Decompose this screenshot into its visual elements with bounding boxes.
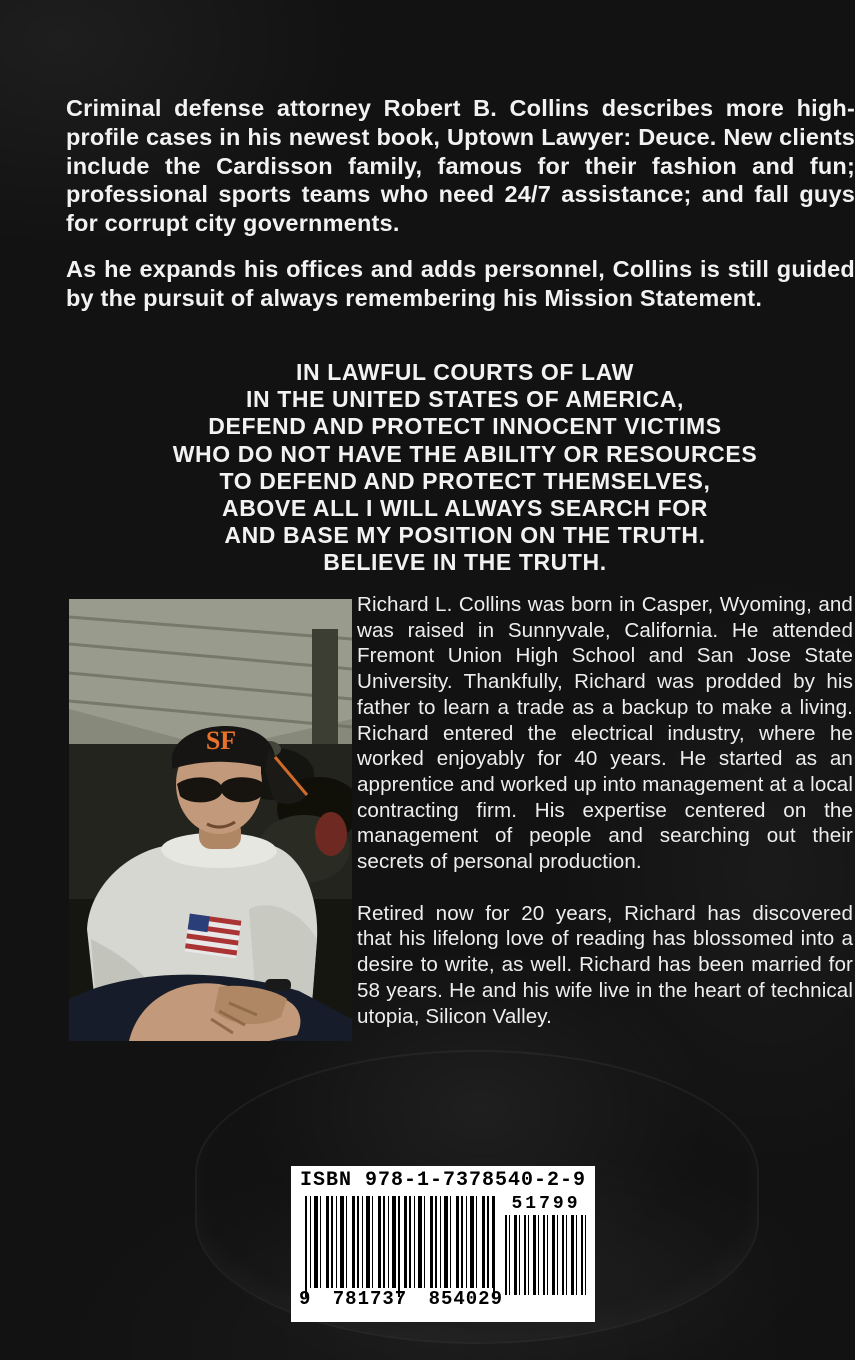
barcode-guard-bar [305,1196,307,1297]
mission-line: IN LAWFUL COURTS OF LAW [296,359,634,385]
bio-paragraph-2: Retired now for 20 years, Richard has discovered that his lifelong love of reading has blossomed into a desire to write, as well. Richard has been married for 58 years. He and his wife live in the heart of technical utopia, Silicon Valley. [357,901,853,1028]
barcode-bars-row [299,1194,587,1310]
ean13-barcode-bars [305,1196,495,1288]
price-supplement-barcode [505,1194,587,1296]
mission-line: WHO DO NOT HAVE THE ABILITY OR RESOURCES [172,440,758,467]
mission-line: DEFEND AND PROTECT INNOCENT VICTIMS [208,413,722,440]
synopsis-section [66,94,855,330]
author-bio-section [357,592,853,1055]
mission-line: AND BASE MY POSITION ON THE TRUTH. [224,522,706,549]
mission-line: BELIEVE IN THE TRUTH. [323,549,607,576]
ean-left-digit: 9 [299,1288,312,1310]
ean13-digits [299,1288,503,1310]
mission-line: IN THE UNITED STATES OF AMERICA, [246,386,684,413]
barcode-guard-bar [493,1196,495,1297]
bio-paragraph-1: Richard L. Collins was born in Casper, Wyoming, and was raised in Sunnyvale, California. He attended Fremont Union High School and San Jose State University. Thankfully, Richard was prodded by his father to learn a trade as a backup to make a living. Richard entered the electrical industry, where he worked enjoyably for 40 years. He started as an apprentice and worked up into management at a local contracting firm. His expertise centered on the management of people and searching out their secrets of personal production. [357,593,853,874]
mission-line: TO DEFEND AND PROTECT THEMSELVES, [219,467,711,494]
synopsis-paragraph-2: As he expands his offices and adds personnel, Collins is still guided by the pursuit of always remembering his Mission Statement. [66,255,855,311]
svg-text:SF: SF [205,726,237,755]
mission-line: ABOVE ALL I WILL ALWAYS SEARCH FOR [222,495,708,522]
isbn-number-label: ISBN 978-1-7378540-2-9 [299,1169,587,1192]
isbn-barcode-block [291,1166,595,1322]
supplement-bars [505,1215,587,1295]
mission-statement [75,359,855,577]
synopsis-paragraph-1: Criminal defense attorney Robert B. Collins describes more high-profile cases in his newest book, Uptown Lawyer: Deuce. New clients include the Cardisson family, famous for their fashion and fun; professional sports teams who need 24/7 assistance; and fall guys for corrupt city governments. [66,95,855,237]
barcode-guard-bar [398,1196,400,1297]
ean-group-1: 781737 [332,1288,408,1310]
author-photo-illustration [69,599,352,1041]
ean-group-2: 854029 [428,1288,503,1310]
author-photo [69,599,352,1041]
price-code: 51799 [511,1194,581,1214]
